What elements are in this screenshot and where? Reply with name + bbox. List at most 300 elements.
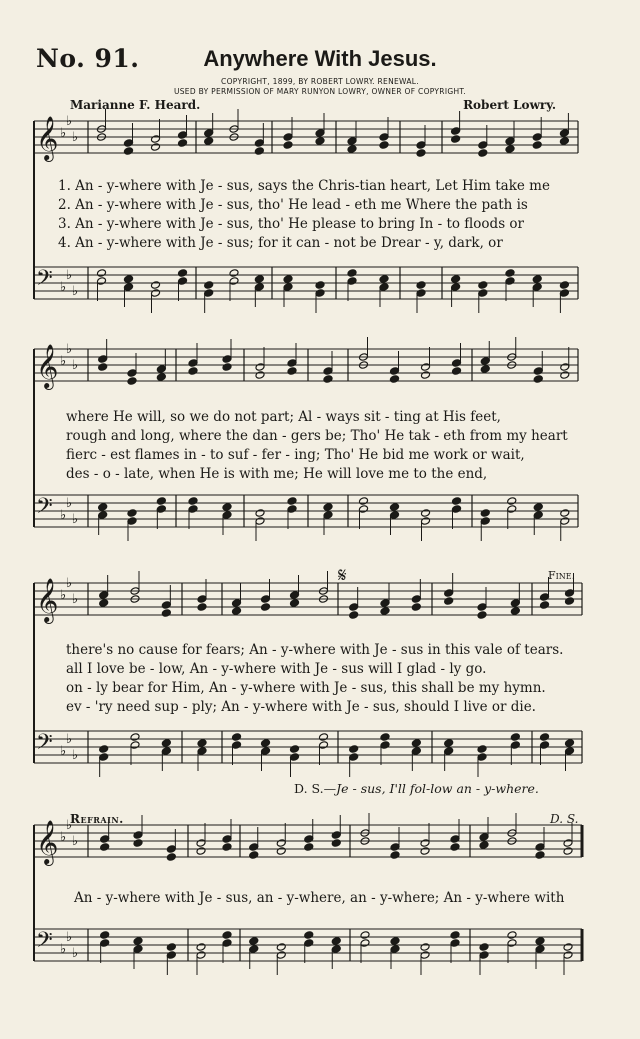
bass-note [287,497,297,506]
treble-note [254,147,264,156]
treble-note [390,843,400,852]
treble-note [347,137,357,146]
bass-note [127,509,137,518]
bass-note [507,931,517,940]
bass-note [323,511,333,520]
treble-note [380,599,390,608]
bass-note [304,939,314,948]
bass-note [347,277,357,286]
bass-note [359,497,369,506]
flat-sign: ♭ [72,748,79,763]
treble-note [188,359,198,368]
treble-note [304,835,314,844]
flat-sign: ♭ [66,496,73,511]
treble-note [380,607,390,616]
treble-note [444,589,454,598]
bass-note [249,937,259,946]
bass-clef: 𝄢 [36,266,53,296]
treble-note [480,357,490,366]
flat-sign: ♭ [60,588,67,603]
bass-clef: 𝄢 [36,928,53,958]
treble-note [390,367,400,376]
fine-mark: Fine. [548,569,576,582]
bass-note [287,505,297,514]
bass-note [379,283,389,292]
bass-note [99,745,109,754]
treble-note [331,839,341,848]
treble-note [287,359,297,368]
bass-note [133,945,143,954]
treble-note [276,847,286,856]
bass-note [98,511,108,520]
bass-note [290,753,300,762]
bass-note [319,733,329,742]
bass-note [283,275,293,284]
treble-note [156,373,166,382]
bass-note [229,277,239,286]
treble-note [379,141,389,150]
bass-note [444,747,454,756]
treble-note [283,133,293,142]
bass-note [560,517,570,526]
flat-sign: ♭ [60,942,67,957]
bass-note [565,739,575,748]
bass-note [507,497,517,506]
bass-note [100,931,110,940]
bass-note [130,741,140,750]
treble-note [127,369,137,378]
treble-note [178,131,188,140]
treble-note [276,839,286,848]
bass-note [254,283,264,292]
copyright-line-2: USED BY PERMISSION OF MARY RUNYON LOWRY, OWNER OF COPYRIGHT. [173,87,467,96]
flat-sign: ♭ [72,130,79,145]
bass-note [197,747,207,756]
treble-note [390,375,400,384]
treble-note [197,595,207,604]
treble-note [232,599,242,608]
treble-note [510,599,520,608]
bass-note [510,733,520,742]
bass-note [347,269,357,278]
treble-note [331,831,341,840]
bass-note [390,511,400,520]
flat-sign: ♭ [66,576,73,591]
bass-note [452,497,462,506]
treble-note [127,377,137,386]
bass-note [379,275,389,284]
bass-note [533,503,543,512]
bass-note [166,943,176,952]
bass-note [451,283,461,292]
treble-note [532,141,542,150]
bass-note [479,943,489,952]
flat-sign: ♭ [60,280,67,295]
segno-sign: 𝄋 [338,563,347,587]
bass-note [276,951,286,960]
treble-note [477,603,487,612]
bass-note [477,753,487,762]
bass-note [222,511,232,520]
bass-note [420,943,430,952]
bass-note [563,951,573,960]
flat-sign: ♭ [72,284,79,299]
treble-note [559,137,569,146]
lyricist: Marianne F. Heard. [70,98,201,112]
treble-note [479,833,489,842]
treble-note [416,149,426,158]
bass-note [450,939,460,948]
bass-note [450,931,460,940]
bass-note [349,753,359,762]
verse-1-line-2: where He will, so we do not part; Al - ways sit - ting at His feet, [66,409,501,425]
bass-note [411,747,421,756]
treble-note [505,145,515,154]
flat-sign: ♭ [72,592,79,607]
bass-note [276,943,286,952]
treble-note [287,367,297,376]
bass-note [315,281,325,290]
bass-note [560,509,570,518]
bass-note [349,745,359,754]
treble-note [100,843,110,852]
bass-note [197,739,207,748]
bass-note [261,747,271,756]
composer: Robert Lowry. [463,98,556,112]
treble-note [161,609,171,618]
bass-note [100,939,110,948]
bass-note [563,943,573,952]
treble-note [480,365,490,374]
treble-note [178,139,188,148]
treble-note [411,603,421,612]
treble-note [166,853,176,862]
flat-sign: ♭ [66,732,73,747]
bass-note [390,503,400,512]
bass-note [196,951,206,960]
bass-note [178,269,188,278]
treble-note [315,137,325,146]
bass-note [151,281,161,290]
bass-note [505,277,515,286]
bass-note [507,505,517,514]
treble-note [563,847,573,856]
refrain-ds-mark: D. S. [550,812,579,826]
flat-sign: ♭ [60,126,67,141]
treble-note [188,367,198,376]
bass-note [98,503,108,512]
bass-note [390,937,400,946]
bass-note [127,517,137,526]
bass-note [222,931,232,940]
treble-note [477,611,487,620]
bass-note [178,277,188,286]
ds-instruction [294,781,539,796]
bass-note [540,741,550,750]
verse-4-line-2: des - o - late, when He is with me; He will love me to the end, [66,466,488,482]
treble-note [450,835,460,844]
bass-note [232,733,242,742]
treble-note [451,135,461,144]
bass-note [261,739,271,748]
bass-note [478,289,488,298]
treble-note [478,149,488,158]
bass-note [479,951,489,960]
bass-note [97,269,107,278]
treble-note [232,607,242,616]
treble-note [510,607,520,616]
treble-note [540,601,550,610]
treble-note [535,851,545,860]
treble-note [100,835,110,844]
bass-note [416,281,426,290]
verse-4-line-1: 4. An - y-where with Je - sus; for it can - not be Drear - y, dark, or [58,235,503,251]
bass-note [331,937,341,946]
treble-note [133,839,143,848]
treble-note [151,135,161,144]
bass-note [196,943,206,952]
treble-note [124,147,134,156]
flat-sign: ♭ [66,342,73,357]
copyright-line-1: COPYRIGHT, 1899, BY ROBERT LOWRY. RENEWAL. [221,77,419,86]
treble-note [411,595,421,604]
treble-note [254,139,264,148]
flat-sign: ♭ [72,358,79,373]
verse-1-line-3: there's no cause for fears; An - y-where with Je - sus in this vale of tears. [66,642,564,658]
bass-note [161,739,171,748]
bass-note [559,281,569,290]
bass-note [204,289,214,298]
bass-note [421,517,431,526]
flat-sign: ♭ [60,354,67,369]
treble-note [560,363,570,372]
bass-note [161,747,171,756]
ds-text: —Je - sus, I'll fol-low an - y-where. [323,781,539,796]
bass-note [319,741,329,750]
bass-note [480,509,490,518]
bass-note [535,945,545,954]
treble-note [535,843,545,852]
bass-note [559,289,569,298]
treble-note [166,845,176,854]
ds-label: D. S. [294,781,324,796]
bass-note [156,505,166,514]
verse-1-line-1: 1. An - y-where with Je - sus, says the Chris-tian heart, Let Him take me [58,178,550,194]
treble-note [222,835,232,844]
treble-note [255,371,265,380]
treble-note [379,133,389,142]
treble-note [323,375,333,384]
flat-sign: ♭ [72,946,79,961]
bass-note [535,937,545,946]
bass-note [452,505,462,514]
treble-note [478,141,488,150]
treble-note [124,139,134,148]
bass-note [222,939,232,948]
bass-note [532,283,542,292]
treble-note [533,367,543,376]
treble-note [563,839,573,848]
flat-sign: ♭ [66,268,73,283]
treble-note [349,603,359,612]
bass-note [97,277,107,286]
bass-note [229,269,239,278]
flat-sign: ♭ [60,508,67,523]
bass-note [249,945,259,954]
bass-note [255,517,265,526]
bass-note [380,733,390,742]
bass-note [323,503,333,512]
treble-note [261,603,271,612]
treble-note [560,371,570,380]
verse-4-line-3: ev - 'ry need sup - ply; An - y-where with Je - sus, should I live or die. [66,699,536,715]
bass-note [188,505,198,514]
bass-note [421,509,431,518]
treble-note [249,843,259,852]
bass-note [451,275,461,284]
bass-note [540,733,550,742]
treble-clef: 𝄞 [36,578,59,622]
treble-note [347,145,357,154]
bass-note [255,509,265,518]
treble-note [290,599,300,608]
bass-clef: 𝄢 [36,730,53,760]
treble-note [390,851,400,860]
treble-note [156,365,166,374]
verse-3-line-3: on - ly bear for Him, An - y-where with Je - sus, this shall be my hymn. [66,680,546,696]
treble-note [452,359,462,368]
refrain-words: An - y-where with Je - sus, an - y-where, an - y-where; An - y-where with [74,890,565,906]
bass-note [156,497,166,506]
treble-note [452,367,462,376]
treble-note [450,843,460,852]
treble-note [559,129,569,138]
treble-clef: 𝄞 [36,116,59,160]
verse-3-line-1: 3. An - y-where with Je - sus, tho' He please to bring In - to floods or [58,216,524,232]
treble-note [479,841,489,850]
bass-note [411,739,421,748]
treble-note [204,137,214,146]
flat-sign: ♭ [72,512,79,527]
hymn-number: No. 91. [36,44,140,73]
bass-note [480,517,490,526]
treble-clef: 𝄞 [36,344,59,388]
flat-sign: ♭ [66,114,73,129]
bass-note [124,275,134,284]
bass-note [380,741,390,750]
treble-note [444,597,454,606]
treble-note [222,843,232,852]
bass-note [331,945,341,954]
bass-note [505,269,515,278]
refrain-label: Refrain. [70,812,124,826]
bass-note [359,505,369,514]
bass-note [444,739,454,748]
treble-note [204,129,214,138]
bass-note [416,289,426,298]
bass-note [533,511,543,520]
bass-note [188,497,198,506]
verse-2-line-2: rough and long, where the dan - gers be; Tho' He tak - eth from my heart [66,428,568,444]
hymn-title: Anywhere With Jesus. [203,46,437,71]
treble-note [98,355,108,364]
bass-note [420,951,430,960]
treble-note [420,839,430,848]
treble-note [533,375,543,384]
treble-note [99,599,109,608]
bass-note [290,745,300,754]
treble-note [222,355,232,364]
treble-note [349,611,359,620]
flat-sign: ♭ [72,834,79,849]
treble-note [304,843,314,852]
bass-note [166,951,176,960]
treble-note [133,831,143,840]
verse-2-line-1: 2. An - y-where with Je - sus, tho' He lead - eth me Where the path is [58,197,528,213]
bass-note [565,747,575,756]
treble-note [161,601,171,610]
treble-note [416,141,426,150]
treble-note [451,127,461,136]
treble-note [505,137,515,146]
bass-note [477,745,487,754]
verse-3-line-2: fierc - est flames in - to suf - fer - ing; Tho' He bid me work or wait, [66,447,525,463]
bass-note [478,281,488,290]
bass-note [390,945,400,954]
bass-note [283,283,293,292]
flat-sign: ♭ [66,818,73,833]
treble-note [197,603,207,612]
verse-2-line-3: all I love be - low, An - y-where with Je - sus will I glad - ly go. [66,661,487,677]
treble-note [565,589,575,598]
treble-note [283,141,293,150]
treble-note [222,363,232,372]
treble-note [565,597,575,606]
treble-note [98,363,108,372]
bass-note [204,281,214,290]
treble-note [196,839,206,848]
treble-note [421,363,431,372]
flat-sign: ♭ [60,830,67,845]
treble-note [196,847,206,856]
bass-note [510,741,520,750]
flat-sign: ♭ [66,930,73,945]
treble-clef: 𝄞 [36,820,59,864]
treble-note [323,367,333,376]
bass-note [254,275,264,284]
bass-note [360,931,370,940]
treble-note [261,595,271,604]
treble-note [540,593,550,602]
bass-note [232,741,242,750]
treble-note [255,363,265,372]
bass-clef: 𝄢 [36,494,53,524]
treble-note [532,133,542,142]
bass-note [315,289,325,298]
flat-sign: ♭ [60,744,67,759]
treble-note [151,143,161,152]
bass-note [222,503,232,512]
bass-note [532,275,542,284]
treble-note [249,851,259,860]
bass-note [99,753,109,762]
treble-note [421,371,431,380]
bass-note [304,931,314,940]
bass-note [130,733,140,742]
bass-note [124,283,134,292]
bass-note [151,289,161,298]
treble-note [99,591,109,600]
